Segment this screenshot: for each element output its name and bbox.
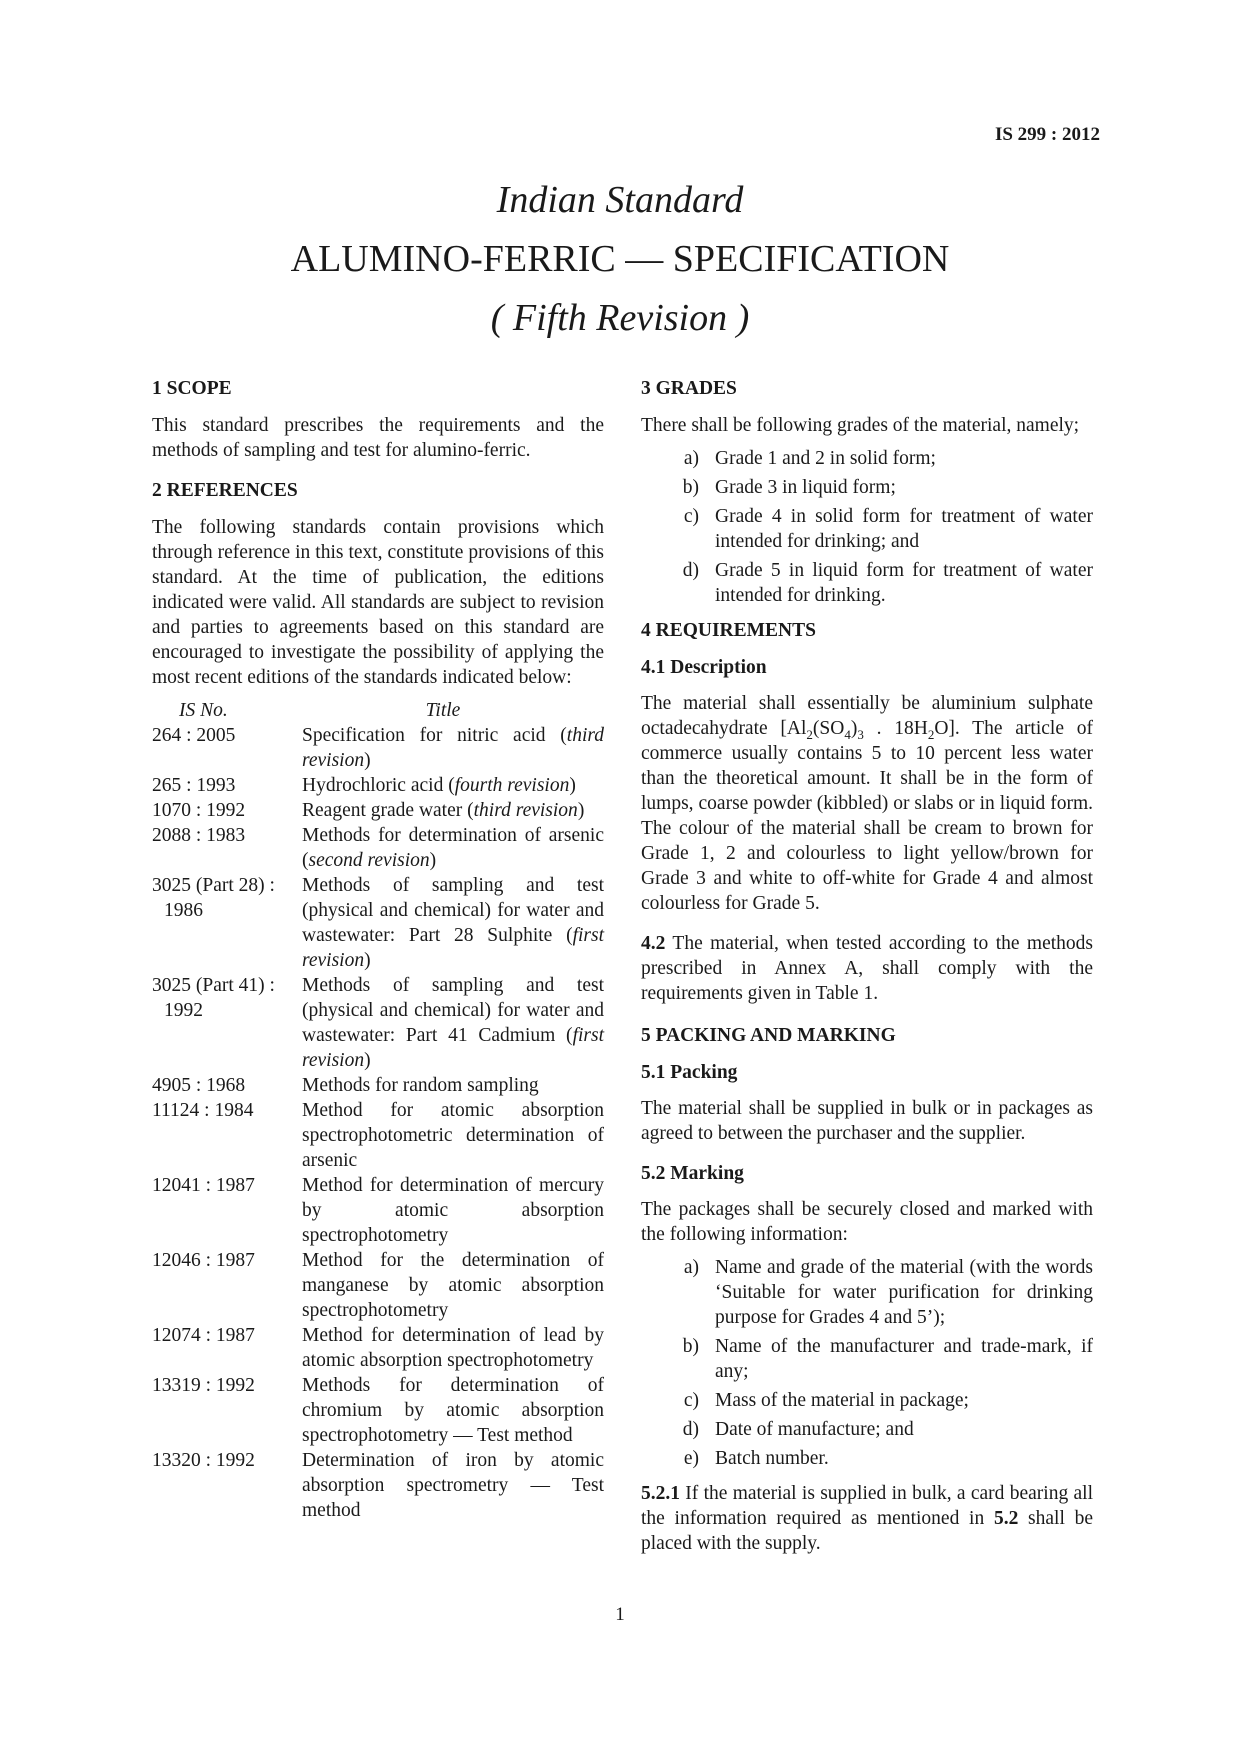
list-item-marker: d) bbox=[682, 1419, 699, 1440]
list-item bbox=[641, 1334, 1093, 1384]
list-item-text: Batch number. bbox=[715, 1448, 829, 1469]
scope-paragraph: This standard prescribes the requirements and the methods of sampling and test for alumino-ferric. bbox=[152, 415, 604, 461]
description-paragraph: The material shall essentially be aluminium sulphate octadecahydrate [$Al_2(SO_4)_3$ . $18H_2O$]. The article of commerce usually contains 5 to 10 percent less water than the theoretical amount. It shall be in the form of lumps, coarse powder (kibbled) or slabs or in liquid form. The colour of the material shall be cream to brown for Grade 1, 2 and colourless to light yellow/brown for Grade 3 and white to off-white for Grade 4 and almost colourless for Grade 5. bbox=[641, 693, 1093, 914]
reference-is-number: 12041 : 1987 bbox=[152, 1175, 255, 1196]
reference-row bbox=[152, 1448, 604, 1523]
reference-row bbox=[152, 773, 604, 798]
standard-number: IS 299 : 2012 bbox=[994, 124, 1100, 145]
title-indian-standard: Indian Standard bbox=[496, 179, 744, 221]
subheading-description: 4.1 Description bbox=[641, 657, 767, 678]
list-item-text: Mass of the material in package; bbox=[715, 1390, 969, 1411]
marking-paragraph: The packages shall be securely closed and marked with the following information: bbox=[641, 1199, 1093, 1245]
reference-is-number: 1070 : 1992 bbox=[152, 800, 246, 821]
title-main: ALUMINO-FERRIC — SPECIFICATION bbox=[290, 238, 950, 280]
list-item-text: Date of manufacture; and bbox=[715, 1419, 914, 1440]
reference-title: Method for determination of mercury by atomic absorption spectrophotometry bbox=[302, 1175, 604, 1246]
list-item-marker: e) bbox=[683, 1448, 699, 1469]
list-item-text: Grade 5 in liquid form for treatment of water intended for drinking. bbox=[715, 560, 1093, 606]
section-heading-packing-marking: 5 PACKING AND MARKING bbox=[641, 1025, 896, 1046]
references-table-header bbox=[152, 698, 604, 723]
list-item bbox=[641, 446, 1093, 471]
section-heading-scope: 1 SCOPE bbox=[152, 378, 232, 399]
list-item-text: Name and grade of the material (with the words ‘Suitable for water purification for drinking purpose for Grades 4 and 5’); bbox=[715, 1257, 1093, 1328]
section-heading-grades: 3 GRADES bbox=[641, 378, 737, 399]
list-item-text: Grade 3 in liquid form; bbox=[715, 477, 896, 498]
reference-is-number: 264 : 2005 bbox=[152, 725, 236, 746]
list-item-marker: c) bbox=[683, 1390, 699, 1411]
list-item bbox=[641, 1417, 1093, 1442]
reference-is-number: 4905 : 1968 bbox=[152, 1075, 246, 1096]
left-column bbox=[152, 376, 604, 1523]
reference-title: Specification for nitric acid (third revision) bbox=[302, 725, 604, 771]
subheading-marking: 5.2 Marking bbox=[641, 1163, 744, 1184]
list-item bbox=[641, 1388, 1093, 1413]
list-item bbox=[641, 475, 1093, 500]
list-item-text: Name of the manufacturer and trade-mark, if any; bbox=[715, 1336, 1093, 1382]
list-item-marker: b) bbox=[682, 1336, 699, 1357]
reference-row bbox=[152, 723, 604, 773]
document-title-block bbox=[0, 172, 1240, 346]
section-heading-references: 2 REFERENCES bbox=[152, 480, 298, 501]
reference-title: Methods of sampling and test (physical and chemical) for water and wastewater: Part 28 Sulphite (first revision) bbox=[302, 875, 604, 971]
reference-row bbox=[152, 973, 604, 1073]
references-table bbox=[152, 723, 604, 1523]
reference-row bbox=[152, 798, 604, 823]
list-item-marker: a) bbox=[683, 448, 699, 469]
marking-list bbox=[641, 1255, 1093, 1471]
list-item bbox=[641, 1255, 1093, 1330]
reference-title: Method for the determination of manganese by atomic absorption spectrophotometry bbox=[302, 1250, 604, 1321]
reference-is-number: 3025 (Part 28) : 1986 bbox=[152, 875, 275, 921]
reference-is-number: 12046 : 1987 bbox=[152, 1250, 255, 1271]
list-item bbox=[641, 504, 1093, 554]
reference-row bbox=[152, 1373, 604, 1448]
reference-is-number: 3025 (Part 41) : 1992 bbox=[152, 975, 275, 1021]
col-header-title: Title bbox=[425, 700, 461, 721]
reference-title: Method for determination of lead by atomic absorption spectrophotometry bbox=[302, 1325, 604, 1371]
list-item-marker: c) bbox=[683, 506, 699, 527]
reference-title: Hydrochloric acid (fourth revision) bbox=[302, 775, 576, 796]
reference-is-number: 13320 : 1992 bbox=[152, 1450, 255, 1471]
reference-is-number: 265 : 1993 bbox=[152, 775, 236, 796]
grades-list bbox=[641, 446, 1093, 608]
reference-title: Method for atomic absorption spectrophotometric determination of arsenic bbox=[302, 1100, 604, 1171]
reference-title: Reagent grade water (third revision) bbox=[302, 800, 585, 821]
reference-is-number: 2088 : 1983 bbox=[152, 825, 246, 846]
section-heading-requirements: 4 REQUIREMENTS bbox=[641, 620, 816, 641]
reference-is-number: 13319 : 1992 bbox=[152, 1375, 255, 1396]
reference-row bbox=[152, 1173, 604, 1248]
list-item-marker: d) bbox=[682, 560, 699, 581]
references-paragraph: The following standards contain provisions which through reference in this text, constitute provisions of this standard. At the time of publication, the editions indicated were valid. All standards are subject to revision and parties to agreements based on this standard are encouraged to investigate the possibility of applying the most recent editions of the standards indicated below: bbox=[152, 517, 604, 688]
list-item-text: Grade 4 in solid form for treatment of water intended for drinking; and bbox=[715, 506, 1093, 552]
clause-5-2-1-paragraph: 5.2.1 If the material is supplied in bulk, a card bearing all the information required as mentioned in 5.2 shall be placed with the supply. bbox=[641, 1483, 1093, 1554]
reference-row bbox=[152, 1323, 604, 1373]
reference-title: Methods of sampling and test (physical and chemical) for water and wastewater: Part 41 Cadmium (first revision) bbox=[302, 975, 604, 1071]
reference-title: Methods for determination of arsenic (second revision) bbox=[302, 825, 604, 871]
col-header-is-no: IS No. bbox=[179, 700, 228, 721]
subheading-packing: 5.1 Packing bbox=[641, 1062, 738, 1083]
reference-is-number: 11124 : 1984 bbox=[152, 1100, 254, 1121]
reference-title: Determination of iron by atomic absorption spectrometry — Test method bbox=[302, 1450, 604, 1521]
list-item-marker: a) bbox=[683, 1257, 699, 1278]
right-column bbox=[641, 376, 1093, 1571]
reference-row bbox=[152, 873, 604, 973]
reference-row bbox=[152, 1073, 604, 1098]
title-revision: ( Fifth Revision ) bbox=[490, 297, 750, 339]
page-number: 1 bbox=[615, 1604, 625, 1625]
reference-title: Methods for random sampling bbox=[302, 1075, 539, 1096]
grades-paragraph: There shall be following grades of the material, namely; bbox=[641, 415, 1080, 436]
reference-title: Methods for determination of chromium by atomic absorption spectrophotometry — Test method bbox=[302, 1375, 604, 1446]
reference-row bbox=[152, 1248, 604, 1323]
reference-row bbox=[152, 1098, 604, 1173]
clause-4-2-paragraph: 4.2 The material, when tested according to the methods prescribed in Annex A, shall comply with the requirements given in Table 1. bbox=[641, 933, 1093, 1004]
list-item bbox=[641, 558, 1093, 608]
list-item-text: Grade 1 and 2 in solid form; bbox=[715, 448, 936, 469]
reference-row bbox=[152, 823, 604, 873]
list-item bbox=[641, 1446, 1093, 1471]
reference-is-number: 12074 : 1987 bbox=[152, 1325, 255, 1346]
packing-paragraph: The material shall be supplied in bulk or in packages as agreed to between the purchaser and the supplier. bbox=[641, 1098, 1093, 1144]
list-item-marker: b) bbox=[682, 477, 699, 498]
